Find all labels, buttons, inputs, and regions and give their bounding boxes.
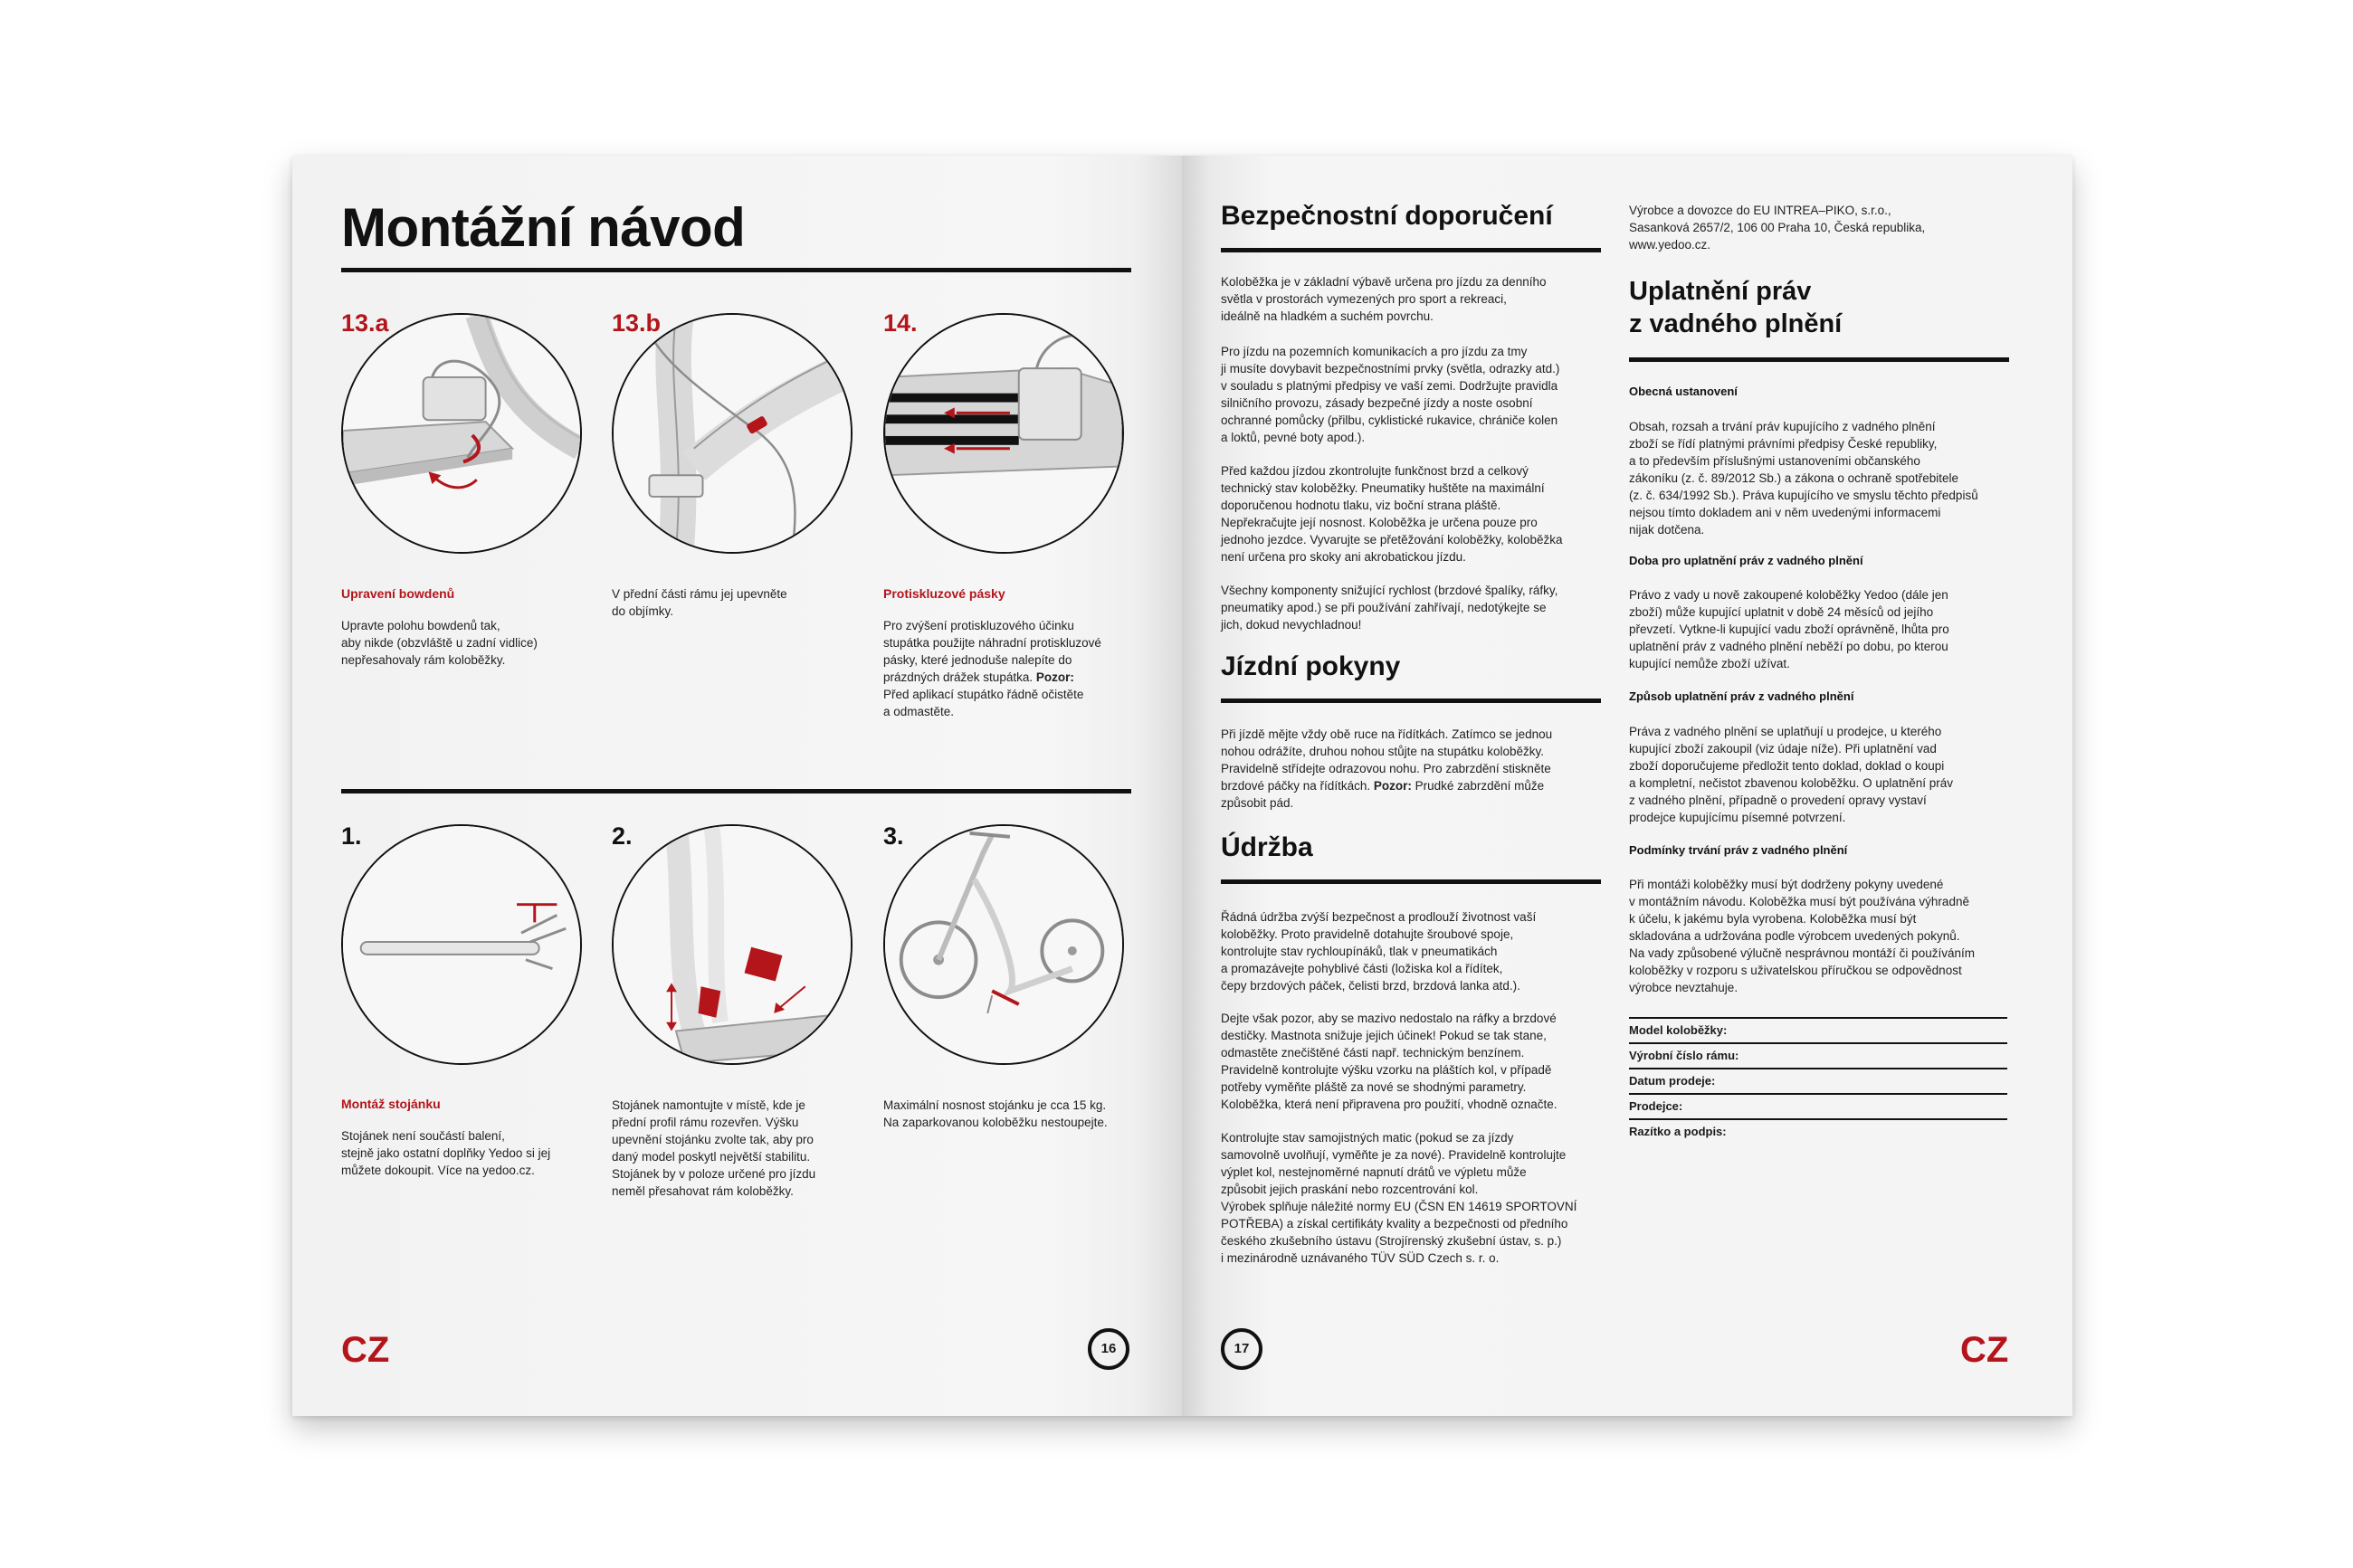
- text-step-3: Maximální nosnost stojánku je cca 15 kg. Na zaparkovanou koloběžku nestoupejte.: [883, 1098, 1108, 1129]
- title-rule: [341, 268, 1131, 272]
- warranty-subheading-1: Obecná ustanovení: [1629, 385, 1738, 398]
- country-code: CZ: [341, 1330, 390, 1370]
- step-number-2: 2.: [612, 822, 633, 850]
- text-step-13a: Upravte polohu bowdenů tak, aby nikde (obzvláště u zadní vidlice) nepřesahovaly rám koloběžky.: [341, 619, 538, 667]
- page-number: 16: [1088, 1328, 1129, 1370]
- safety-paragraph-1: Koloběžka je v základní výbavě určena pro jízdu za denního světla v prostorách vymezených pro sport a rekreaci, ideálně na hladkém a suchém povrchu.: [1221, 275, 1547, 323]
- warranty-text-1: Obsah, rozsah a trvání práv kupujícího z vadného plnění zboží se řídí platnými právními předpisy České republiky, a to především příslušnými ustanoveními občanského zákoníku (z. č. 89/2012 Sb.) a zákona o ochraně spotřebitele (z. č. 634/1992 Sb.). Práva kupujícího ve smyslu těchto předpisů nejsou tímto dokladem ani v něm uvedenými informacemi nijak dotčena.: [1629, 420, 1978, 537]
- illustration-kickstand-mount: [612, 824, 853, 1065]
- form-row-sale-date[interactable]: Datum prodeje:: [1629, 1068, 2007, 1095]
- warranty-subheading-4: Podmínky trvání práv z vadného plnění: [1629, 843, 1848, 857]
- warranty-text-3: Práva z vadného plnění se uplatňují u prodejce, u kterého kupující zboží zakoupil (viz údaje níže). Při uplatnění vad zboží doporučujeme předložit tento doklad, doklad o koupi a kompletní, nečistot zbavenou koloběžku. O uplatnění práv z vadného plnění, případně o provedení opravy vystaví prodejce kupujícímu písemné potvrzení.: [1629, 725, 1953, 824]
- warranty-rule: [1629, 357, 2009, 362]
- step-number-13b: 13.b: [612, 309, 662, 337]
- heading-warranty: Uplatnění práv z vadného plnění: [1629, 277, 1843, 338]
- caption-kickstand: Montáž stojánku: [341, 1097, 441, 1111]
- country-code: CZ: [1960, 1330, 2009, 1370]
- step-number-14: 14.: [883, 309, 918, 337]
- importer-info: Výrobce a dovozce do EU INTREA–PIKO, s.r.o., Sasanková 2657/2, 106 00 Praha 10, Česká republika, www.yedoo.cz.: [1629, 204, 1926, 252]
- riding-text: Při jízdě mějte vždy obě ruce na řídítkách. Zatímco se jednou nohou odrážíte, druhou nohou stůjte na stupátku koloběžky. Pravidelně střídejte odrazovou nohu. Pro zabrzdění stiskněte brzdové páčky na řídítkách. Pozor: Prudké zabrzdění může způsobit pád.: [1221, 727, 1553, 810]
- form-row-stamp-signature[interactable]: Razítko a podpis:: [1629, 1118, 2007, 1145]
- maintenance-paragraph-2: Dejte však pozor, aby se mazivo nedostalo na ráfky a brzdové destičky. Mastnota snižuje jejich účinek! Pokud se tak stane, odmastěte znečištěné části např. technickým benzínem. Pravidelně kontrolujte výšku vzorku na pláštích kol, v případě potřeby vyměňte pláště za nové se shodnými parametry. Koloběžka, která není připravena pro použití, vhodně označte.: [1221, 1012, 1558, 1111]
- warranty-subheading-2: Doba pro uplatnění práv z vadného plnění: [1629, 554, 1863, 567]
- safety-paragraph-4: Všechny komponenty snižující rychlost (brzdové špalíky, ráfky, pneumatiky apod.) se při používání zahřívají, nedotýkejte se jich, dokud nevychladnou!: [1221, 584, 1558, 632]
- warranty-text-4: Při montáži koloběžky musí být dodrženy pokyny uvedené v montážním návodu. Koloběžka musí být používána výhradně k účelu, k jakému byla vyrobena. Koloběžka musí být skladována a udržována podle výrobcem uvedených pokynů. Na vady způsobené výlučně nesprávnou montáží či používáním koloběžky v rozporu s uživatelskou příručkou se odpovědnost výrobce nevztahuje.: [1629, 878, 1975, 994]
- booklet-spread: [292, 156, 2072, 1416]
- caption-grip-tape: Protiskluzové pásky: [883, 586, 1005, 601]
- illustration-bowden-front: [612, 313, 853, 554]
- text-step-14: Pro zvýšení protiskluzového účinku stupátka použijte náhradní protiskluzové pásky, které jednoduše nalepíte do prázdných drážek stupátka. Pozor: Před aplikací stupátko řádně očistěte a odmastěte.: [883, 619, 1101, 718]
- page-number: 17: [1221, 1328, 1262, 1370]
- safety-paragraph-2: Pro jízdu na pozemních komunikacích a pro jízdu za tmy ji musíte dovybavit bezpečnostními prvky (světla, odrazky atd.) v souladu s platnými předpisy ve vaší zemi. Dodržujte pravidla silničního provozu, zásady bezpečné jízdy a noste osobní ochranné pomůcky (přilbu, cyklistické rukavice, chrániče kolen a loktů, pevné boty apod.).: [1221, 345, 1560, 444]
- warranty-form: [1629, 1017, 2009, 1153]
- safety-paragraph-3: Před každou jízdou zkontrolujte funkčnost brzd a celkový technický stav koloběžky. Pneumatiky huštěte na maximální doporučenou hodnotu tlaku, viz boční strana pláště. Nepřekračujte její nosnost. Koloběžka je určena pouze pro jednoho jezdce. Vyvarujte se přetěžování koloběžky, koloběžka není určena pro skoky ani akrobatickou jízdu.: [1221, 464, 1563, 564]
- maintenance-paragraph-3: Kontrolujte stav samojistných matic (pokud se za jízdy samovolně uvolňují, vyměňte je za nové). Pravidelně kontrolujte výplet kol, nestejnoměrné napnutí drátů ve výpletu může způsobit jejich praskání nebo rozcentrování kol. Výrobek splňuje náležité normy EU (ČSN EN 14619 SPORTOVNÍ POTŘEBA) a získal certifikáty kvality a bezpečnosti od předního českého zkušebního ústavu (Strojírenský zkušební ústav, s. p.) i mezinárodně uznávaného TÜV SÜD Czech s. r. o.: [1221, 1131, 1577, 1265]
- maintenance-paragraph-1: Řádná údržba zvýší bezpečnost a prodlouží životnost vaší koloběžky. Proto pravidelně dotahujte šroubové spoje, kontrolujte stav rychloupínáků, tlak v pneumatikách a promazávejte pohyblivé části (ložiska kol a řídítek, čepy brzdových páček, čelisti brzd, brzdová lanka atd.).: [1221, 910, 1537, 993]
- text-step-1: Stojánek není součástí balení, stejně jako ostatní doplňky Yedoo si jej můžete dokoupit. Více na yedoo.cz.: [341, 1129, 551, 1177]
- page-right: [1182, 156, 2072, 1416]
- form-row-model[interactable]: Model koloběžky:: [1629, 1017, 2007, 1044]
- warranty-subheading-3: Způsob uplatnění práv z vadného plnění: [1629, 689, 1854, 703]
- step-number-1: 1.: [341, 822, 362, 850]
- heading-safety: Bezpečnostní doporučení: [1221, 201, 1553, 231]
- illustration-scooter-parked: [883, 824, 1124, 1065]
- section-rule: [341, 789, 1131, 794]
- form-row-frame-number[interactable]: Výrobní číslo rámu:: [1629, 1042, 2007, 1069]
- illustration-kickstand-part: [341, 824, 582, 1065]
- safety-rule: [1221, 248, 1601, 252]
- step-number-3: 3.: [883, 822, 904, 850]
- text-step-2: Stojánek namontujte v místě, kde je přední profil rámu rozevřen. Výšku upevnění stojánku zvolte tak, aby pro daný model poskytl největší stabilitu. Stojánek by v poloze určené pro jízdu neměl přesahovat rám koloběžky.: [612, 1098, 816, 1198]
- illustration-grip-tape: [883, 313, 1124, 554]
- warranty-text-2: Právo z vady u nově zakoupené koloběžky Yedoo (dále jen zboží) může kupující uplatnit v době 24 měsíců od jejího převzetí. Vytkne-li kupující vadu zboží oprávněně, lhůta pro uplatnění práv z vadného plnění neběží po dobu, po kterou kupující nemůže zboží užívat.: [1629, 588, 1949, 670]
- step-number-13a: 13.a: [341, 309, 389, 337]
- page-title: Montážní návod: [341, 197, 746, 258]
- caption-bowden: Upravení bowdenů: [341, 586, 455, 601]
- page-left: [292, 156, 1182, 1416]
- illustration-bowden-rear: [341, 313, 582, 554]
- maintenance-rule: [1221, 879, 1601, 884]
- text-step-13b: V přední části rámu jej upevněte do objímky.: [612, 587, 787, 618]
- heading-riding: Jízdní pokyny: [1221, 651, 1401, 681]
- riding-rule: [1221, 698, 1601, 703]
- heading-maintenance: Údržba: [1221, 832, 1313, 862]
- form-row-seller[interactable]: Prodejce:: [1629, 1093, 2007, 1120]
